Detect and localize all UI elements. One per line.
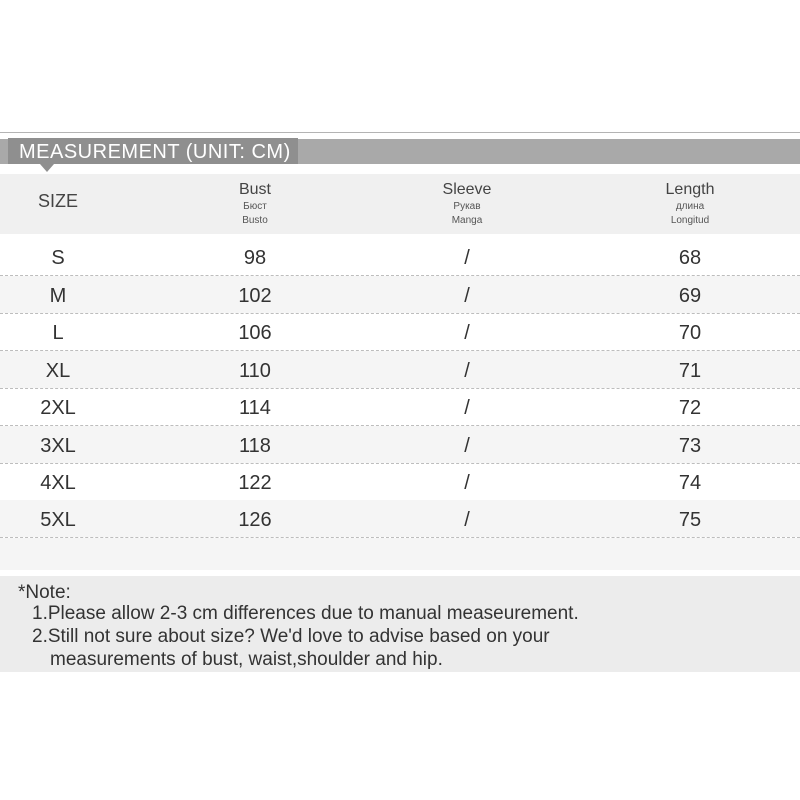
cell-sleeve: /: [464, 509, 470, 531]
cell-sleeve: /: [464, 322, 470, 344]
cell-size: L: [52, 322, 64, 344]
cell-length: 74: [678, 472, 702, 494]
table-row: [0, 388, 800, 425]
cell-sleeve: /: [464, 285, 470, 307]
table-row: [0, 276, 800, 313]
header-bust-ru: Бюст: [243, 201, 267, 212]
cell-bust: 114: [239, 397, 271, 419]
top-divider: [0, 132, 800, 133]
cell-sleeve: /: [464, 397, 470, 419]
cell-size: S: [51, 247, 65, 269]
cell-length: 72: [678, 397, 702, 419]
table-row: [0, 463, 800, 500]
cell-length: 71: [678, 360, 702, 382]
cell-bust: 98: [243, 247, 267, 269]
note-line-2: 2.Still not sure about size? We'd love to advise based on your: [32, 626, 550, 647]
table-row: [0, 426, 800, 463]
cell-length: 70: [678, 322, 702, 344]
header-bust-es: Busto: [242, 215, 268, 226]
header-length: [590, 180, 790, 228]
banner-title: MEASUREMENT (UNIT: CM): [19, 141, 291, 163]
cell-bust: 102: [238, 285, 272, 307]
cell-bust: 126: [238, 509, 272, 531]
note-line-2-cont: measurements of bust, waist,shoulder and hip.: [50, 649, 443, 670]
table-row: [0, 351, 800, 388]
header-length-ru: длина: [675, 201, 705, 212]
cell-size: 3XL: [40, 435, 76, 457]
header-length-label: Length: [665, 181, 715, 198]
cell-sleeve: /: [464, 435, 470, 457]
cell-length: 69: [678, 285, 702, 307]
table-row: [0, 313, 800, 350]
cell-bust: 122: [238, 472, 272, 494]
cell-size: 5XL: [40, 509, 76, 531]
cell-sleeve: /: [464, 360, 470, 382]
cell-bust: 106: [238, 322, 272, 344]
cell-length: 75: [678, 509, 702, 531]
cell-size: 4XL: [40, 472, 76, 494]
header-length-es: Longitud: [670, 215, 710, 226]
header-sleeve: [367, 180, 567, 228]
header-size: SIZE: [37, 191, 78, 211]
cell-sleeve: /: [464, 247, 470, 269]
banner-pointer-icon: [40, 164, 54, 172]
header-sleeve-ru: Рукав: [453, 201, 481, 212]
table-row: [0, 500, 800, 537]
cell-bust: 118: [239, 435, 271, 457]
header-bust-label: Bust: [238, 181, 271, 198]
cell-sleeve: /: [464, 472, 470, 494]
cell-size: XL: [45, 360, 71, 382]
header-sleeve-es: Manga: [451, 215, 483, 226]
cell-length: 68: [678, 247, 702, 269]
table-row: [0, 238, 800, 275]
header-bust: [155, 180, 355, 228]
table-footer-band: [0, 538, 800, 570]
cell-size: M: [49, 285, 67, 307]
header-sleeve-label: Sleeve: [442, 181, 492, 198]
cell-bust: 110: [239, 360, 271, 382]
cell-length: 73: [678, 435, 702, 457]
note-line-1: 1.Please allow 2-3 cm differences due to manual measeurement.: [32, 603, 579, 624]
cell-size: 2XL: [40, 397, 76, 419]
note-heading: *Note:: [18, 582, 71, 603]
